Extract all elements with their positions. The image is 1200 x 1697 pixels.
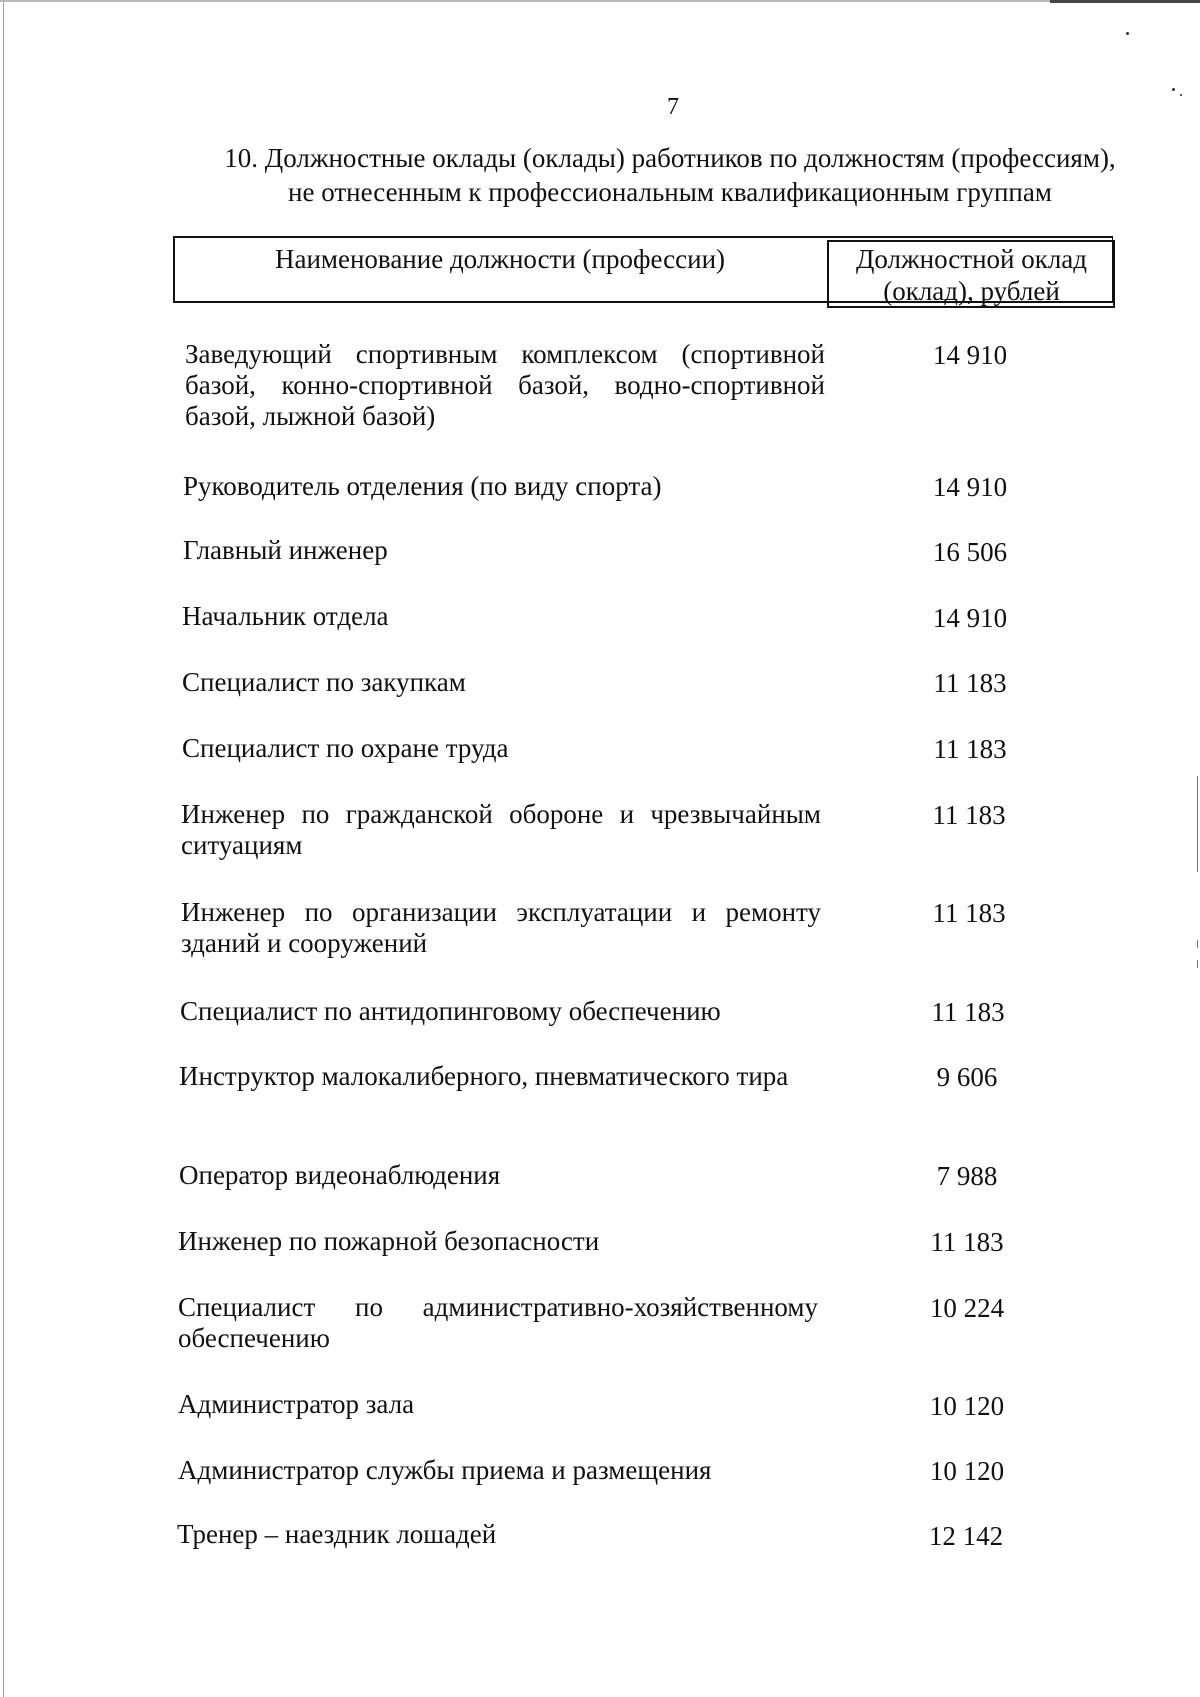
position-salary: 10 120 [929,1456,1005,1486]
position-name: Заведующий спортивным комплексом (спортивной базой, конно-спортивной базой, водно-спортивной базой, лыжной базой) [185,339,825,431]
page-edge-top-dark [1050,0,1200,3]
position-salary: 11 183 [933,734,1007,764]
page-title-line-2: не отнесенным к профессиональным квалификационным группам [288,177,1052,207]
position-salary: 9 606 [936,1062,998,1092]
position-salary: 11 183 [930,1227,1004,1257]
page-title-line-1: 10. Должностные оклады (оклады) работников по должностям (профессиям), [224,143,1116,173]
position-salary: 10 224 [929,1293,1005,1323]
page-number: 7 [667,94,679,120]
position-name: Начальник отдела [182,601,389,631]
position-name: Специалист по антидопинговому обеспечению [180,996,721,1026]
position-name: Специалист по закупкам [182,667,466,697]
table-header-salary-line-1: Должностной оклад [855,244,1088,274]
position-name: Администратор зала [178,1389,415,1419]
position-name: Инструктор малокалиберного, пневматического тира [179,1061,789,1091]
page-title [190,141,1150,209]
table-header-name: Наименование должности (профессии) [274,244,726,274]
position-name: Специалист по охране труда [182,733,509,763]
position-salary: 12 142 [928,1521,1004,1551]
position-salary: 14 910 [932,340,1008,370]
scan-speck [1126,32,1129,35]
position-name: Оператор видеонаблюдения [179,1160,501,1190]
position-name: Специалист по административно-хозяйственному обеспечению [178,1292,818,1353]
page-edge-top [0,0,1200,2]
position-name: Инженер по гражданской обороне и чрезвычайным ситуациям [181,799,821,860]
position-salary: 11 183 [933,668,1007,698]
page-edge-left [3,0,4,1697]
scan-edge-mark [1197,960,1198,968]
position-salary: 11 183 [931,997,1005,1027]
position-name: Руководитель отделения (по виду спорта) [183,471,662,501]
position-salary: 16 506 [932,537,1008,567]
position-name: Тренер – наездник лошадей [177,1519,497,1549]
scan-edge-mark [1197,940,1198,948]
position-salary: 11 183 [932,898,1006,928]
position-salary: 10 120 [929,1391,1005,1421]
scan-speck [1172,88,1175,91]
table-header-salary-line-2: (оклад), рублей [883,276,1060,306]
position-name: Инженер по организации эксплуатации и ремонту зданий и сооружений [181,897,821,958]
position-name: Главный инженер [183,535,388,565]
table-header-salary [830,243,1113,307]
position-name: Администратор службы приема и размещения [178,1455,712,1485]
position-name: Инженер по пожарной безопасности [178,1226,600,1256]
position-salary: 11 183 [932,800,1006,830]
position-salary: 14 910 [932,603,1008,633]
position-salary: 14 910 [932,472,1008,502]
position-salary: 7 988 [936,1161,998,1191]
scan-edge-mark [1197,776,1198,872]
